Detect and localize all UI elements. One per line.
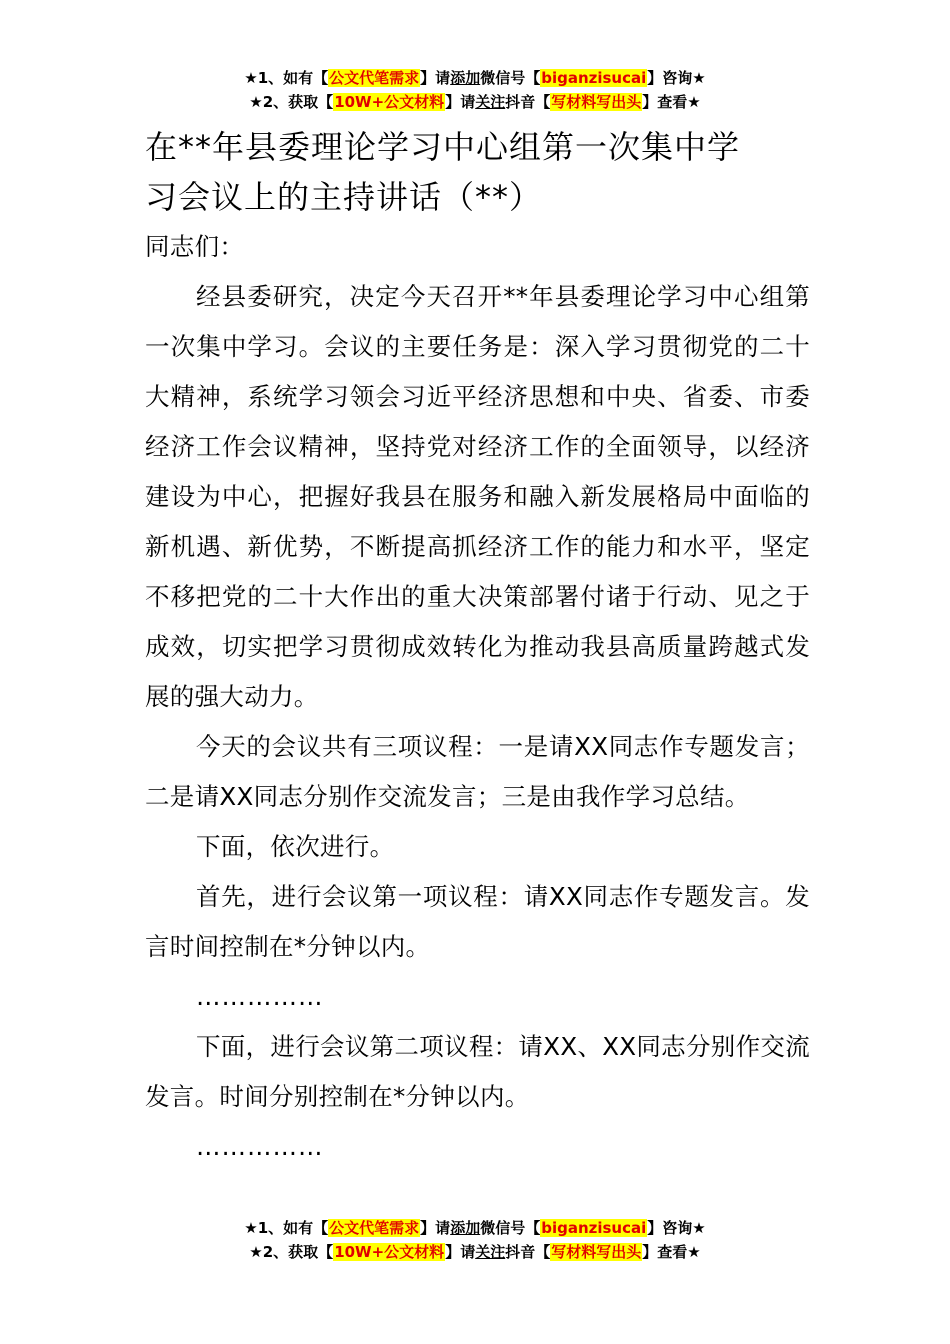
promo-highlight: 10W+公文材料	[334, 1243, 445, 1261]
header-promo-banner	[0, 66, 950, 114]
douyin-account: 写材料写出头	[551, 93, 642, 111]
promo-text: 】请	[420, 1219, 451, 1237]
promo-text: 】咨询★	[647, 1219, 706, 1237]
ellipsis-divider: ……………	[196, 1132, 324, 1161]
promo-line-1	[0, 66, 950, 90]
promo-text: 微信号【	[480, 69, 541, 87]
promo-highlight: 公文代笔需求	[329, 1219, 420, 1237]
salutation: 同志们：	[145, 232, 245, 261]
document-body	[145, 122, 810, 1172]
wechat-id: biganzisucai	[541, 69, 647, 87]
ellipsis-divider: ……………	[196, 982, 324, 1011]
promo-highlight: 公文代笔需求	[329, 69, 420, 87]
paragraph-agenda: 今天的会议共有三项议程：一是请XX同志作专题发言；二是请XX同志分别作交流发言；三是由我作学习总结。	[145, 732, 810, 811]
promo-text: 微信号【	[480, 1219, 541, 1237]
wechat-id: biganzisucai	[541, 1219, 647, 1237]
promo-text: ★2、获取【	[249, 1243, 334, 1261]
promo-line-2	[0, 1240, 950, 1264]
promo-text: 】查看★	[642, 93, 701, 111]
promo-text: 】请	[445, 93, 476, 111]
promo-text: 】请	[445, 1243, 476, 1261]
footer-promo-banner	[0, 1216, 950, 1264]
douyin-account: 写材料写出头	[551, 1243, 642, 1261]
promo-highlight: 10W+公文材料	[334, 93, 445, 111]
promo-text: 】咨询★	[647, 69, 706, 87]
promo-underline: 添加	[450, 1219, 481, 1237]
promo-underline: 添加	[450, 69, 481, 87]
promo-text: 】请	[420, 69, 451, 87]
paragraph-item-two: 下面，进行会议第二项议程：请XX、XX同志分别作交流发言。时间分别控制在*分钟以内。	[145, 1032, 810, 1111]
document-title	[145, 122, 810, 222]
promo-line-1	[0, 1216, 950, 1240]
title-line-1: 在**年县委理论学习中心组第一次集中学	[145, 128, 741, 166]
promo-text: ★1、如有【	[244, 69, 329, 87]
title-line-2: 习会议上的主持讲话（**）	[145, 178, 543, 216]
promo-text: ★2、获取【	[249, 93, 334, 111]
promo-underline: 关注	[475, 93, 506, 111]
promo-underline: 关注	[475, 1243, 506, 1261]
promo-line-2	[0, 90, 950, 114]
paragraph-proceed: 下面，依次进行。	[196, 832, 395, 861]
promo-text: 抖音【	[505, 93, 551, 111]
promo-text: ★1、如有【	[244, 1219, 329, 1237]
promo-text: 】查看★	[642, 1243, 701, 1261]
paragraph-item-one: 首先，进行会议第一项议程：请XX同志作专题发言。发言时间控制在*分钟以内。	[145, 882, 810, 961]
promo-text: 抖音【	[505, 1243, 551, 1261]
paragraph-intro: 经县委研究，决定今天召开**年县委理论学习中心组第一次集中学习。会议的主要任务是：深入学习贯彻党的二十大精神，系统学习领会习近平经济思想和中央、省委、市委经济工作会议精神，坚持党对经济工作的全面领导，以经济建设为中心，把握好我县在服务和融入新发展格局中面临的新机遇、新优势，不断提高抓经济工作的能力和水平，坚定不移把党的二十大作出的重大决策部署付诸于行动、见之于成效，切实把学习贯彻成效转化为推动我县高质量跨越式发展的强大动力。	[145, 282, 810, 711]
